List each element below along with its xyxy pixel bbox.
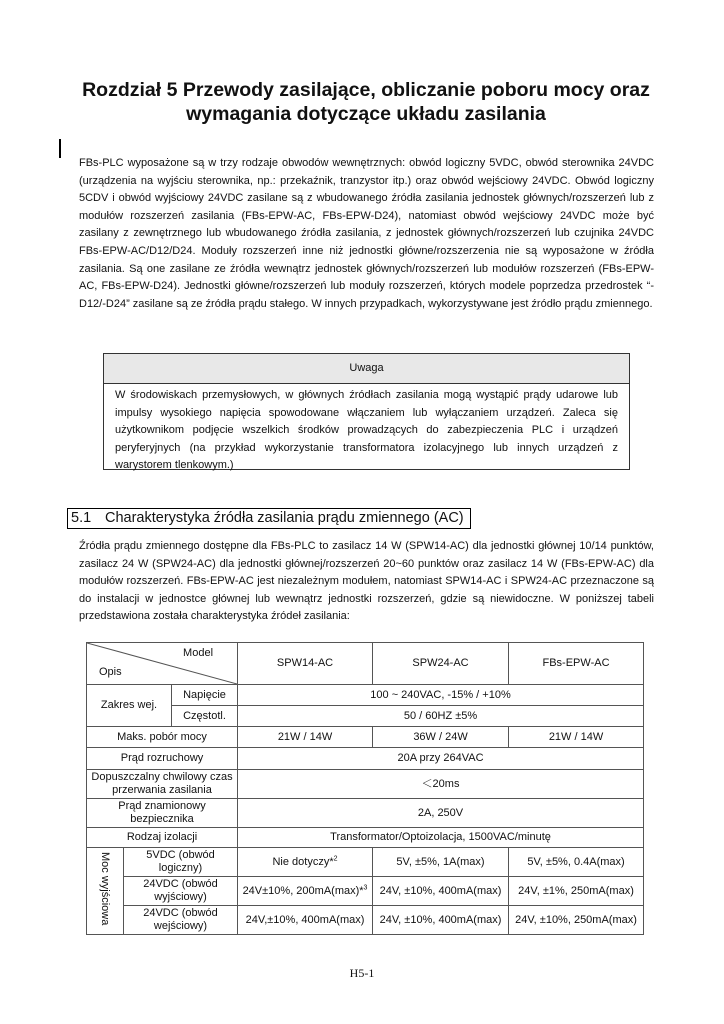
table-row [87,877,644,906]
table-row [87,848,644,877]
interrupt-value: ＜20ms [238,770,644,799]
output-value-text: 24V±10%, 200mA(max)* [242,884,364,897]
table-corner-cell [87,643,238,685]
change-bar [59,139,61,158]
output-value-text: Nie dotyczy* [272,855,334,868]
max-power-value: 36W / 24W [373,727,509,748]
title-line-2: wymagania dotyczące układu zasilania [186,103,546,125]
output-row-label: 24VDC (obwód wejściowy) [124,906,238,935]
section-title: Charakterystyka źródła zasilania prądu zmiennego (AC) [105,510,464,526]
output-value: 24V, ±10%, 250mA(max) [509,906,644,935]
section-number: 5.1 [71,510,92,526]
footnote-ref: 3 [363,883,368,891]
output-value: 5V, ±5%, 1A(max) [373,848,509,877]
fuse-label: Prąd znamionowy bezpiecznika [87,799,238,828]
table-row [87,685,644,706]
output-value: 24V,±10%, 400mA(max) [238,906,373,935]
title-line-1: Rozdział 5 Przewody zasilające, obliczanie poboru mocy oraz [82,79,650,101]
inrush-value: 20A przy 264VAC [238,748,644,770]
corner-opis-label: Opis [99,666,122,678]
note-heading: Uwaga [104,354,629,384]
max-power-value: 21W / 14W [509,727,644,748]
voltage-label: Napięcie [172,685,238,706]
output-value: 24V, ±1%, 250mA(max) [509,877,644,906]
output-row-label: 5VDC (obwód logiczny) [124,848,238,877]
fuse-value: 2A, 250V [238,799,644,828]
input-range-label: Zakres wej. [87,685,172,727]
table-row [87,727,644,748]
voltage-value: 100 ~ 240VAC, -15% / +10% [238,685,644,706]
output-value: 5V, ±5%, 0.4A(max) [509,848,644,877]
inrush-label: Prąd rozruchowy [87,748,238,770]
output-power-label: Moc wyjściowa [99,852,111,926]
page-title [40,78,692,126]
section-paragraph: Źródła prądu zmiennego dostępne dla FBs-PLC to zasilacz 14 W (SPW14-AC) dla jednostki głównej 10/14 punktów, zasilacz 24 W (SPW24-AC) dla jednostki głównej/rozszerzeń 20~60 punktów oraz zasilacz 14 W (FBs-EPW-AC) dla modułów rozszerzeń. FBs-EPW-AC jest niezależnym modułem, natomiast SPW14-AC i SPW24-AC przeznaczone są do instalacji w jednostce głównej lub wewnątrz jednostki rozszerzeń, gdzie są niewidoczne. W poniższej tabeli przedstawiona została charakterystyka źródeł zasilania: [79,540,654,623]
output-row-label: 24VDC (obwód wyjściowy) [124,877,238,906]
output-value: 24V, ±10%, 400mA(max) [373,906,509,935]
max-power-label: Maks. pobór mocy [87,727,238,748]
corner-model-label: Model [183,647,214,659]
output-value [238,877,373,906]
interrupt-label: Dopuszczalny chwilowy czas przerwania zasilania [87,770,238,799]
table-row [87,799,644,828]
intro-paragraph: FBs-PLC wyposażone są w trzy rodzaje obwodów wewnętrznych: obwód logiczny 5VDC, obwód sterownika 24VDC (urządzenia na wyjściu sterownika, np.: przekaźnik, tranzystor itp.) oraz obwód wejściowy 24VDC. Obwód logiczny 5CDV i obwód wyjściowy 24VDC zasilane są z wbudowanego źródła zasilania jednostek głównych/rozszerzeń lub z modułów rozszerzeń zasilania (FBs-EPW-AC, FBs-EPW-D24), natomiast obwód wejściowy 24VDC może być zasilany z zewnętrznego lub wbudowanego źródła zasilania, z jednostek głównych/rozszerzeń lub czujnika 24VDC FBs-EPW-AC/D12/D24. Moduły rozszerzeń inne niż jednostki główne/rozszerzenia nie są wyposażone w źródła zasilania. Są one zasilane ze źródła wewnątrz jednostek głównych/rozszerzeń lub modułów rozszerzeń (FBs-EPW-AC, FBs-EPW-D24). Jednostki główne/rozszerzeń lub moduły rozszerzeń, których modele poprzedza przedrostek “-D12/-D24” zasilane są ze źródła prądu stałego. W innych przypadkach, wykorzystywane jest źródło prądu zmiennego. [79,157,654,310]
note-box [103,353,630,470]
table-row [87,748,644,770]
model-header: SPW14-AC [238,643,373,685]
table-header-row [87,643,644,685]
isolation-value: Transformator/Optoizolacja, 1500VAC/minutę [238,828,644,848]
frequency-label: Częstotl. [172,706,238,727]
table-row [87,906,644,935]
max-power-value: 21W / 14W [238,727,373,748]
model-header: FBs-EPW-AC [509,643,644,685]
isolation-label: Rodzaj izolacji [87,828,238,848]
output-power-label-cell [87,848,124,935]
table-row [87,770,644,799]
output-value: 24V, ±10%, 400mA(max) [373,877,509,906]
note-text: W środowiskach przemysłowych, w głównych źródłach zasilania mogą wystąpić prądy udarowe lub impulsy wysokiego napięcia spowodowane włączaniem lub wyłączaniem urządzeń. Zaleca się użytkownikom podjęcie wszelkich środków prowadzących do zabezpieczenia PLC i urządzeń peryferyjnych (na przykład wykorzystanie transformatora izolacyjnego lub innych urządzeń z warystorem tlenkowym.) [115,389,618,472]
table-row [87,828,644,848]
model-header: SPW24-AC [373,643,509,685]
frequency-value: 50 / 60HZ ±5% [238,706,644,727]
section-heading [67,508,471,529]
page-number: H5-1 [349,966,375,980]
power-supply-spec-table [86,642,644,935]
footnote-ref: 2 [333,854,338,862]
output-value [238,848,373,877]
